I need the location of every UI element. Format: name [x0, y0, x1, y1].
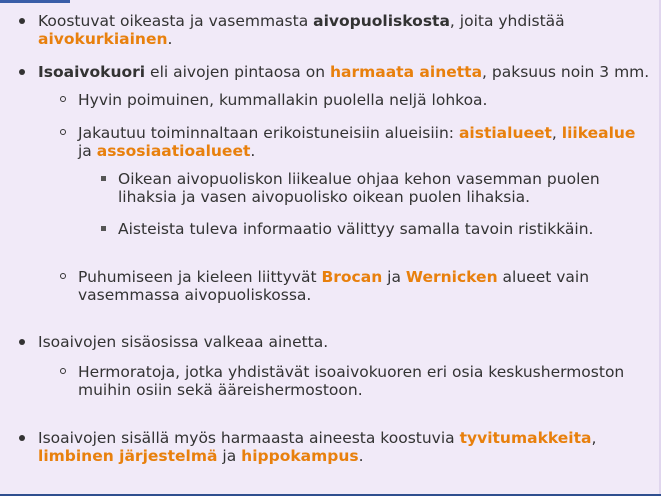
- keyword-aivopuoliskosta: aivopuoliskosta: [313, 12, 450, 30]
- highlight-brocan: Brocan: [321, 268, 383, 286]
- text: Oikean aivopuoliskon liikealue ohjaa kehon vasemman puolen lihaksia ja vasen aivopuolisko oikean puolen lihaksia.: [118, 170, 600, 206]
- text: ja: [78, 142, 97, 160]
- top-accent-bar: [0, 0, 70, 3]
- highlight-tyvitumakkeita: tyvitumakkeita: [459, 429, 592, 447]
- text: , paksuus noin 3 mm.: [482, 63, 650, 81]
- sub-bullet-folded: [78, 91, 648, 109]
- text: Isoaivojen sisäosissa valkeaa ainetta.: [38, 333, 329, 351]
- highlight-harmaata-ainetta: harmaata ainetta: [329, 63, 483, 81]
- text: Hermoratoja, jotka yhdistävät isoaivokuoren eri osia keskushermoston muihin osiin sekä ääreishermostoon.: [78, 363, 625, 399]
- sub-bullet-nerve-tracts: [78, 363, 648, 399]
- text: eli aivojen pintaosa on: [145, 63, 330, 81]
- highlight-hippokampus: hippokampus: [241, 447, 359, 465]
- text: Hyvin poimuinen, kummallakin puolella neljä lohkoa.: [78, 91, 488, 109]
- sub-bullet-areas: [78, 124, 648, 160]
- text: ja: [217, 447, 242, 465]
- keyword-isoaivokuori: Isoaivokuori: [38, 63, 146, 81]
- text: .: [167, 30, 173, 48]
- text: Aisteista tuleva informaatio välittyy samalla tavoin ristikkäin.: [118, 220, 594, 238]
- text: Isoaivojen sisällä myös harmaasta aineesta koostuvia: [38, 429, 460, 447]
- text: Koostuvat oikeasta ja vasemmasta: [38, 12, 314, 30]
- bullet-cerebrum-hemispheres: [38, 12, 650, 48]
- sub-sub-bullet-sensory-crossing: [118, 220, 643, 238]
- bullet-basal-ganglia: [38, 429, 650, 465]
- highlight-liikealue: liikealue: [561, 124, 636, 142]
- highlight-aivokurkiainen: aivokurkiainen: [38, 30, 168, 48]
- text: ,: [591, 429, 597, 447]
- sub-sub-bullet-motor-crossing: [118, 170, 643, 206]
- highlight-limbinen-jarjestelma: limbinen järjestelmä: [38, 447, 218, 465]
- bullet-cortex: [38, 63, 650, 81]
- text: Jakautuu toiminnaltaan erikoistuneisiin alueisiin:: [78, 124, 459, 142]
- text: .: [250, 142, 256, 160]
- text: alueet vain vasemmassa aivopuoliskossa.: [78, 268, 590, 304]
- highlight-wernicken: Wernicken: [405, 268, 498, 286]
- bullet-white-matter: [38, 333, 650, 351]
- text: Puhumiseen ja kieleen liittyvät: [78, 268, 322, 286]
- text: ja: [382, 268, 406, 286]
- highlight-aistialueet: aistialueet: [458, 124, 552, 142]
- text: , joita yhdistää: [449, 12, 565, 30]
- sub-bullet-language-areas: [78, 268, 648, 304]
- text: .: [358, 447, 364, 465]
- highlight-assosiaatioalueet: assosiaatioalueet: [96, 142, 251, 160]
- text: ,: [551, 124, 562, 142]
